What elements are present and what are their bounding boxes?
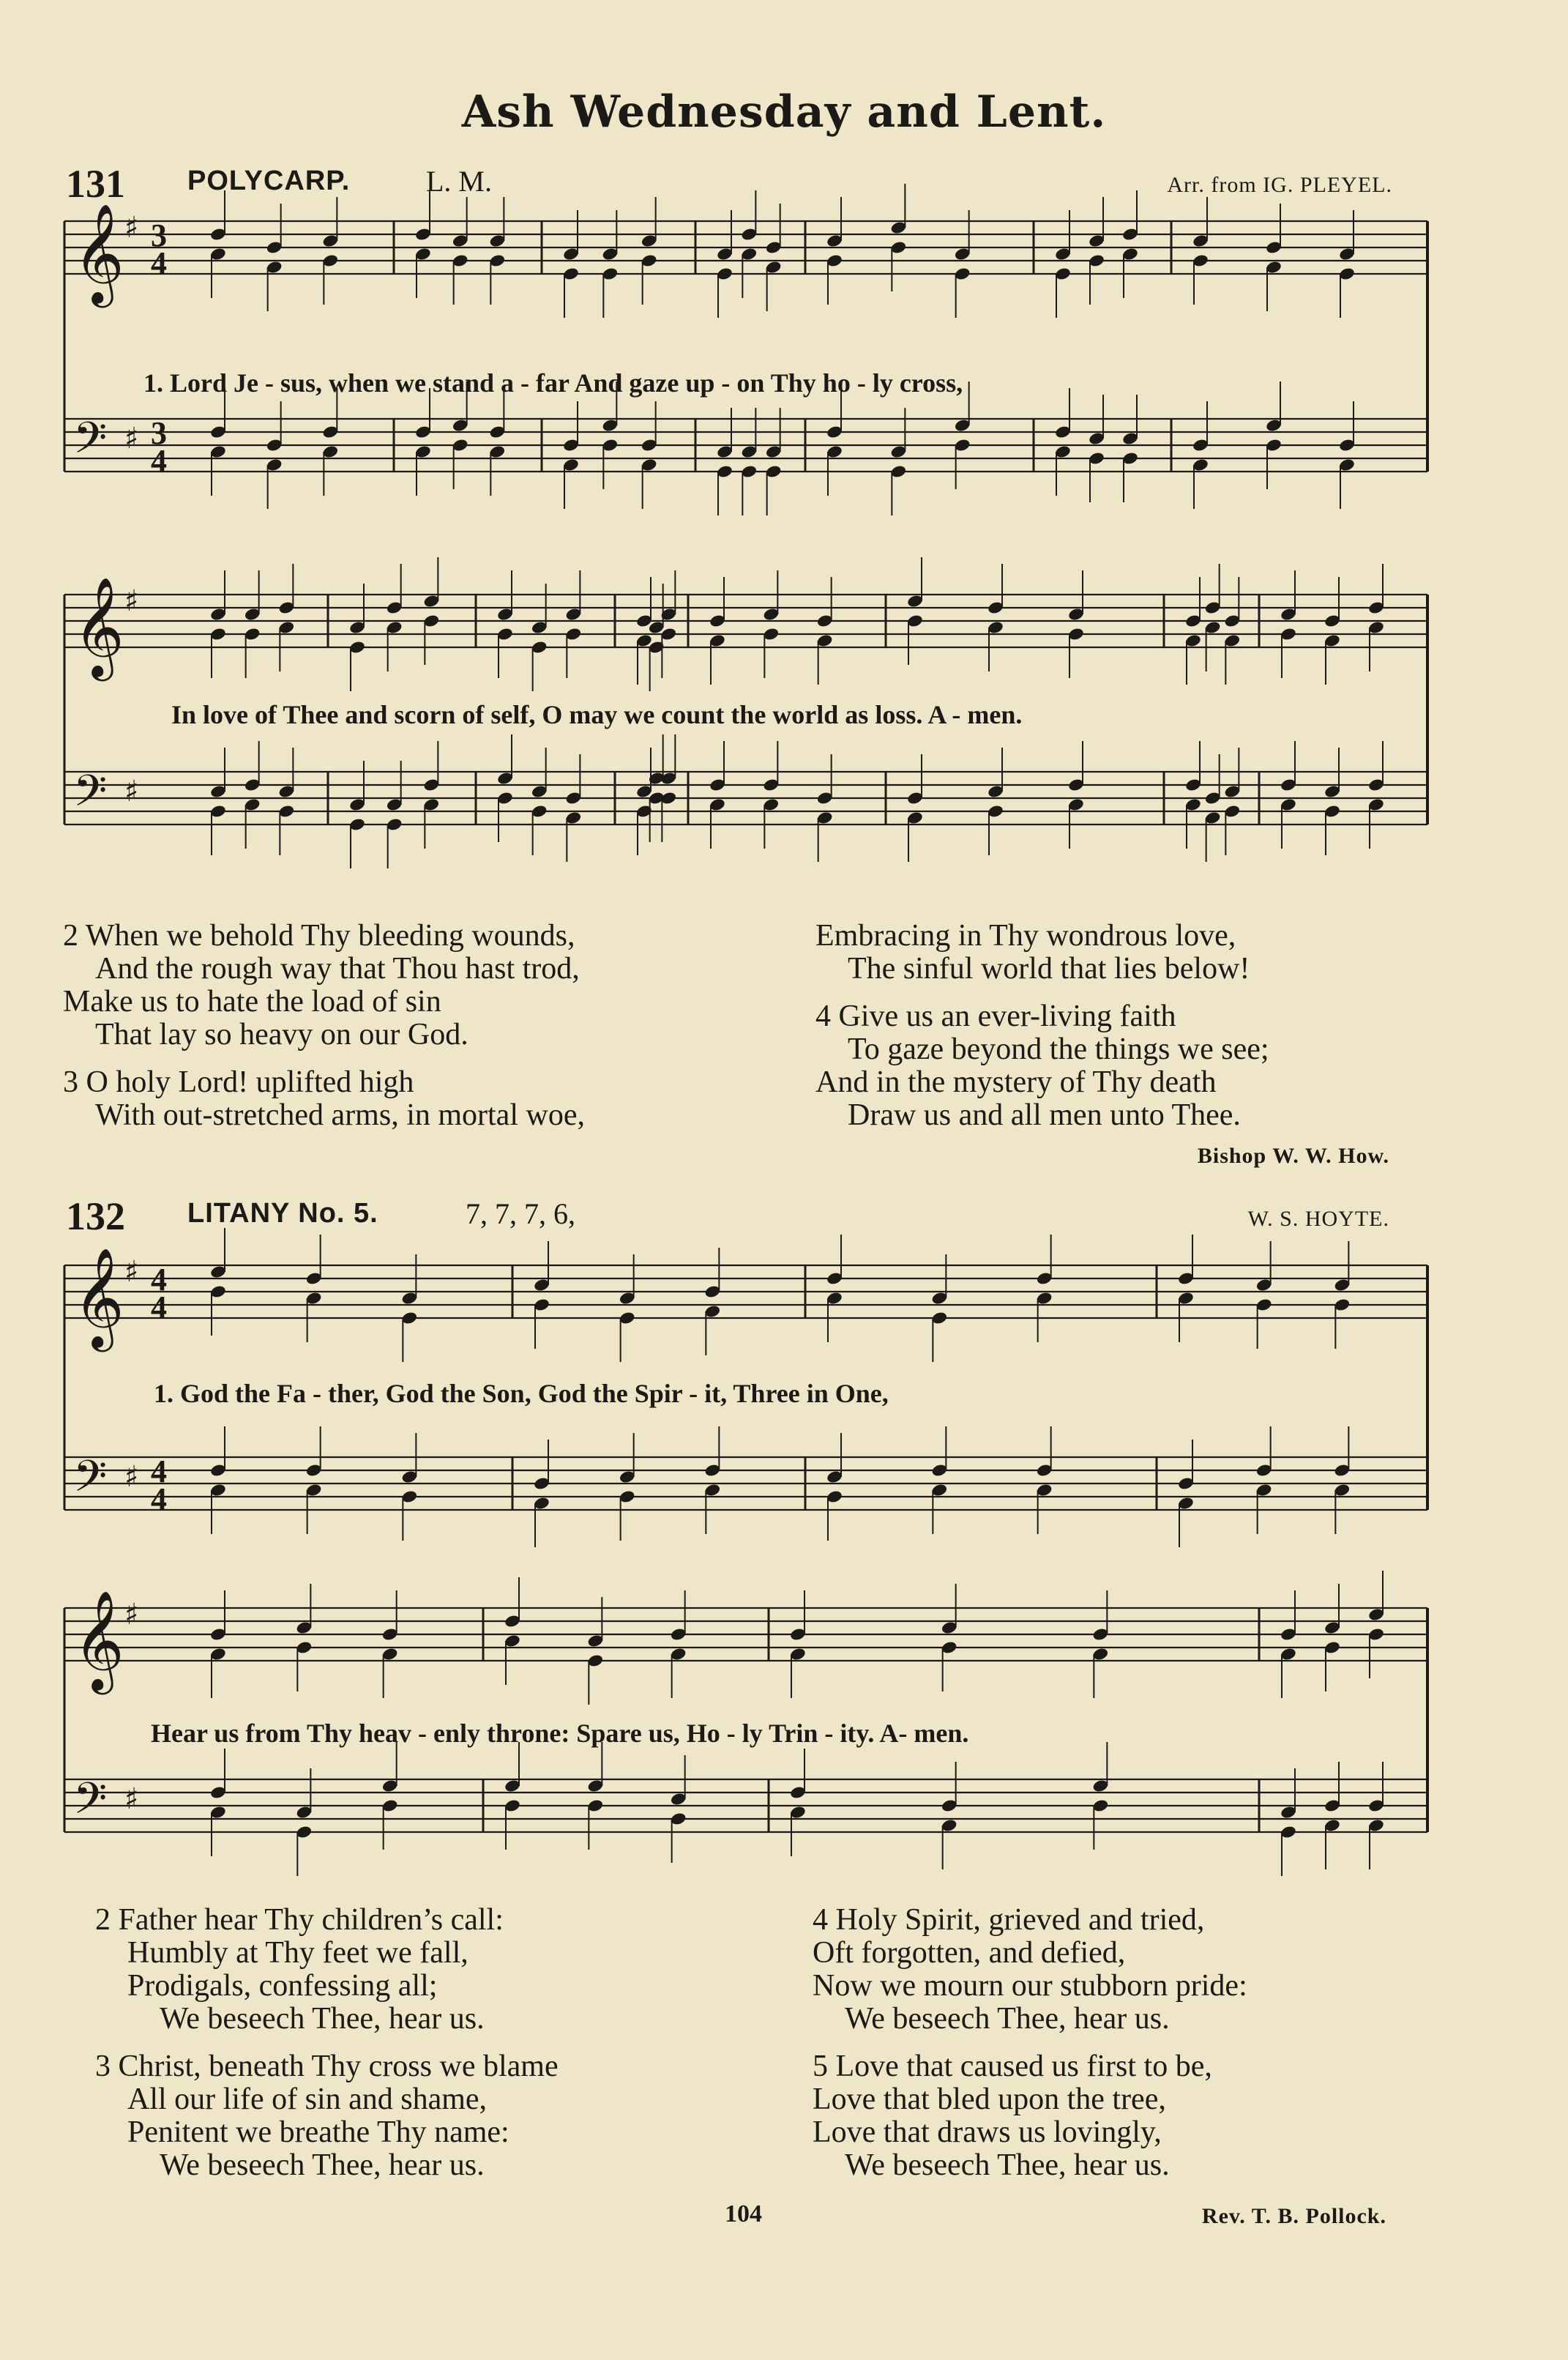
page-number: 104: [725, 2200, 762, 2227]
hymn-132-number: 132: [66, 1194, 125, 1238]
svg-text:♯: ♯: [124, 1460, 139, 1494]
svg-text:♯: ♯: [124, 1598, 139, 1631]
svg-text:𝄞: 𝄞: [73, 1246, 124, 1347]
verse-line: Draw us and all men unto Thee.: [848, 1098, 1241, 1132]
svg-text:𝄞: 𝄞: [73, 1589, 124, 1690]
verse-line: With out-stretched arms, in mortal woe,: [95, 1098, 585, 1132]
verse-line: 4 Give us an ever-living faith: [815, 1000, 1176, 1033]
verse-line: Prodigals, confessing all;: [127, 1969, 438, 2003]
hymn-132-composer: W. S. HOYTE.: [1247, 1207, 1389, 1231]
verse-line: The sinful world that lies below!: [848, 952, 1250, 986]
hymn-131-author: Bishop W. W. How.: [1197, 1144, 1389, 1168]
hymn-131-verses-right: [815, 920, 1269, 1132]
verse-line: All our life of sin and shame,: [127, 2082, 488, 2116]
svg-text:♯: ♯: [124, 211, 139, 245]
verse-line: 4 Holy Spirit, grieved and tried,: [813, 1903, 1205, 1937]
hymn-131-lyrics-line-1: 1. Lord Je - sus, when we stand a - far And gaze up - on Thy ho - ly cross,: [143, 368, 963, 398]
svg-text:𝄢: 𝄢: [73, 1773, 108, 1834]
hymn-131-lyrics-line-2: In love of Thee and scorn of self, O may we count the world as loss. A - men.: [171, 700, 1023, 729]
svg-text:𝄞: 𝄞: [73, 576, 124, 677]
verse-line: We beseech Thee, hear us.: [160, 2002, 485, 2036]
verse-line: And the rough way that Thou hast trod,: [95, 952, 580, 986]
svg-text:4: 4: [151, 245, 167, 281]
verse-line: Now we mourn our stubborn pride:: [813, 1969, 1247, 2003]
verse-line: Love that bled upon the tree,: [813, 2082, 1166, 2116]
hymn-132-tune: LITANY No. 5.: [187, 1198, 378, 1229]
svg-text:4: 4: [151, 1453, 167, 1489]
verse-line: Love that draws us lovingly,: [813, 2115, 1162, 2149]
verse-line: 2 Father hear Thy children’s call:: [95, 1903, 504, 1937]
hymn-131-verses-left: [63, 920, 585, 1132]
verse-line: We beseech Thee, hear us.: [845, 2148, 1170, 2182]
verse-line: 3 O holy Lord! uplifted high: [63, 1065, 414, 1099]
verse-line: Humbly at Thy feet we fall,: [127, 1936, 468, 1970]
hymn-132-lyrics-line-1: 1. God the Fa - ther, God the Son, God the Spir - it, Three in One,: [154, 1379, 889, 1408]
hymn-131-tune: POLYCARP.: [187, 165, 351, 196]
hymn-132-verses-right: [813, 1904, 1247, 2182]
section-title: Ash Wednesday and Lent.: [461, 86, 1107, 138]
verse-line: We beseech Thee, hear us.: [160, 2148, 485, 2182]
verse-line: Penitent we breathe Thy name:: [127, 2115, 509, 2149]
hymn-132-lyrics-line-2: Hear us from Thy heav - enly throne: Spare us, Ho - ly Trin - ity. A- men.: [151, 1719, 969, 1748]
hymn-132-author: Rev. T. B. Pollock.: [1201, 2204, 1386, 2228]
svg-text:4: 4: [151, 1289, 167, 1325]
svg-text:♯: ♯: [124, 1255, 139, 1289]
svg-text:3: 3: [151, 217, 167, 253]
svg-text:4: 4: [151, 1481, 167, 1517]
svg-text:3: 3: [151, 415, 167, 451]
verse-line: Make us to hate the load of sin: [63, 985, 441, 1019]
hymn-131-composer: Arr. from IG. PLEYEL.: [1167, 173, 1392, 197]
svg-text:𝄢: 𝄢: [73, 412, 108, 474]
hymn-131-number: 131: [66, 162, 125, 206]
hymn-132-verses-left: [95, 1904, 559, 2182]
svg-text:4: 4: [151, 1262, 167, 1298]
verse-line: 5 Love that caused us first to be,: [813, 2050, 1212, 2083]
verse-line: That lay so heavy on our God.: [95, 1018, 468, 1051]
verse-line: Embracing in Thy wondrous love,: [815, 919, 1236, 953]
svg-text:♯: ♯: [124, 775, 139, 808]
verse-line: To gaze beyond the things we see;: [848, 1032, 1269, 1066]
svg-text:𝄢: 𝄢: [73, 765, 108, 827]
svg-text:𝄞: 𝄞: [73, 202, 124, 303]
svg-text:♯: ♯: [124, 1782, 139, 1816]
verse-line: We beseech Thee, hear us.: [845, 2002, 1170, 2036]
verse-line: Oft forgotten, and defied,: [813, 1936, 1126, 1970]
svg-text:𝄢: 𝄢: [73, 1451, 108, 1512]
svg-text:4: 4: [151, 443, 167, 479]
hymn-132-meter: 7, 7, 7, 6,: [466, 1197, 575, 1230]
svg-text:♯: ♯: [124, 584, 139, 618]
verse-line: And in the mystery of Thy death: [815, 1065, 1217, 1099]
svg-text:♯: ♯: [124, 422, 139, 455]
hymn-131-meter: L. M.: [426, 165, 492, 198]
verse-line: 2 When we behold Thy bleeding wounds,: [63, 919, 575, 953]
verse-line: 3 Christ, beneath Thy cross we blame: [95, 2050, 559, 2083]
